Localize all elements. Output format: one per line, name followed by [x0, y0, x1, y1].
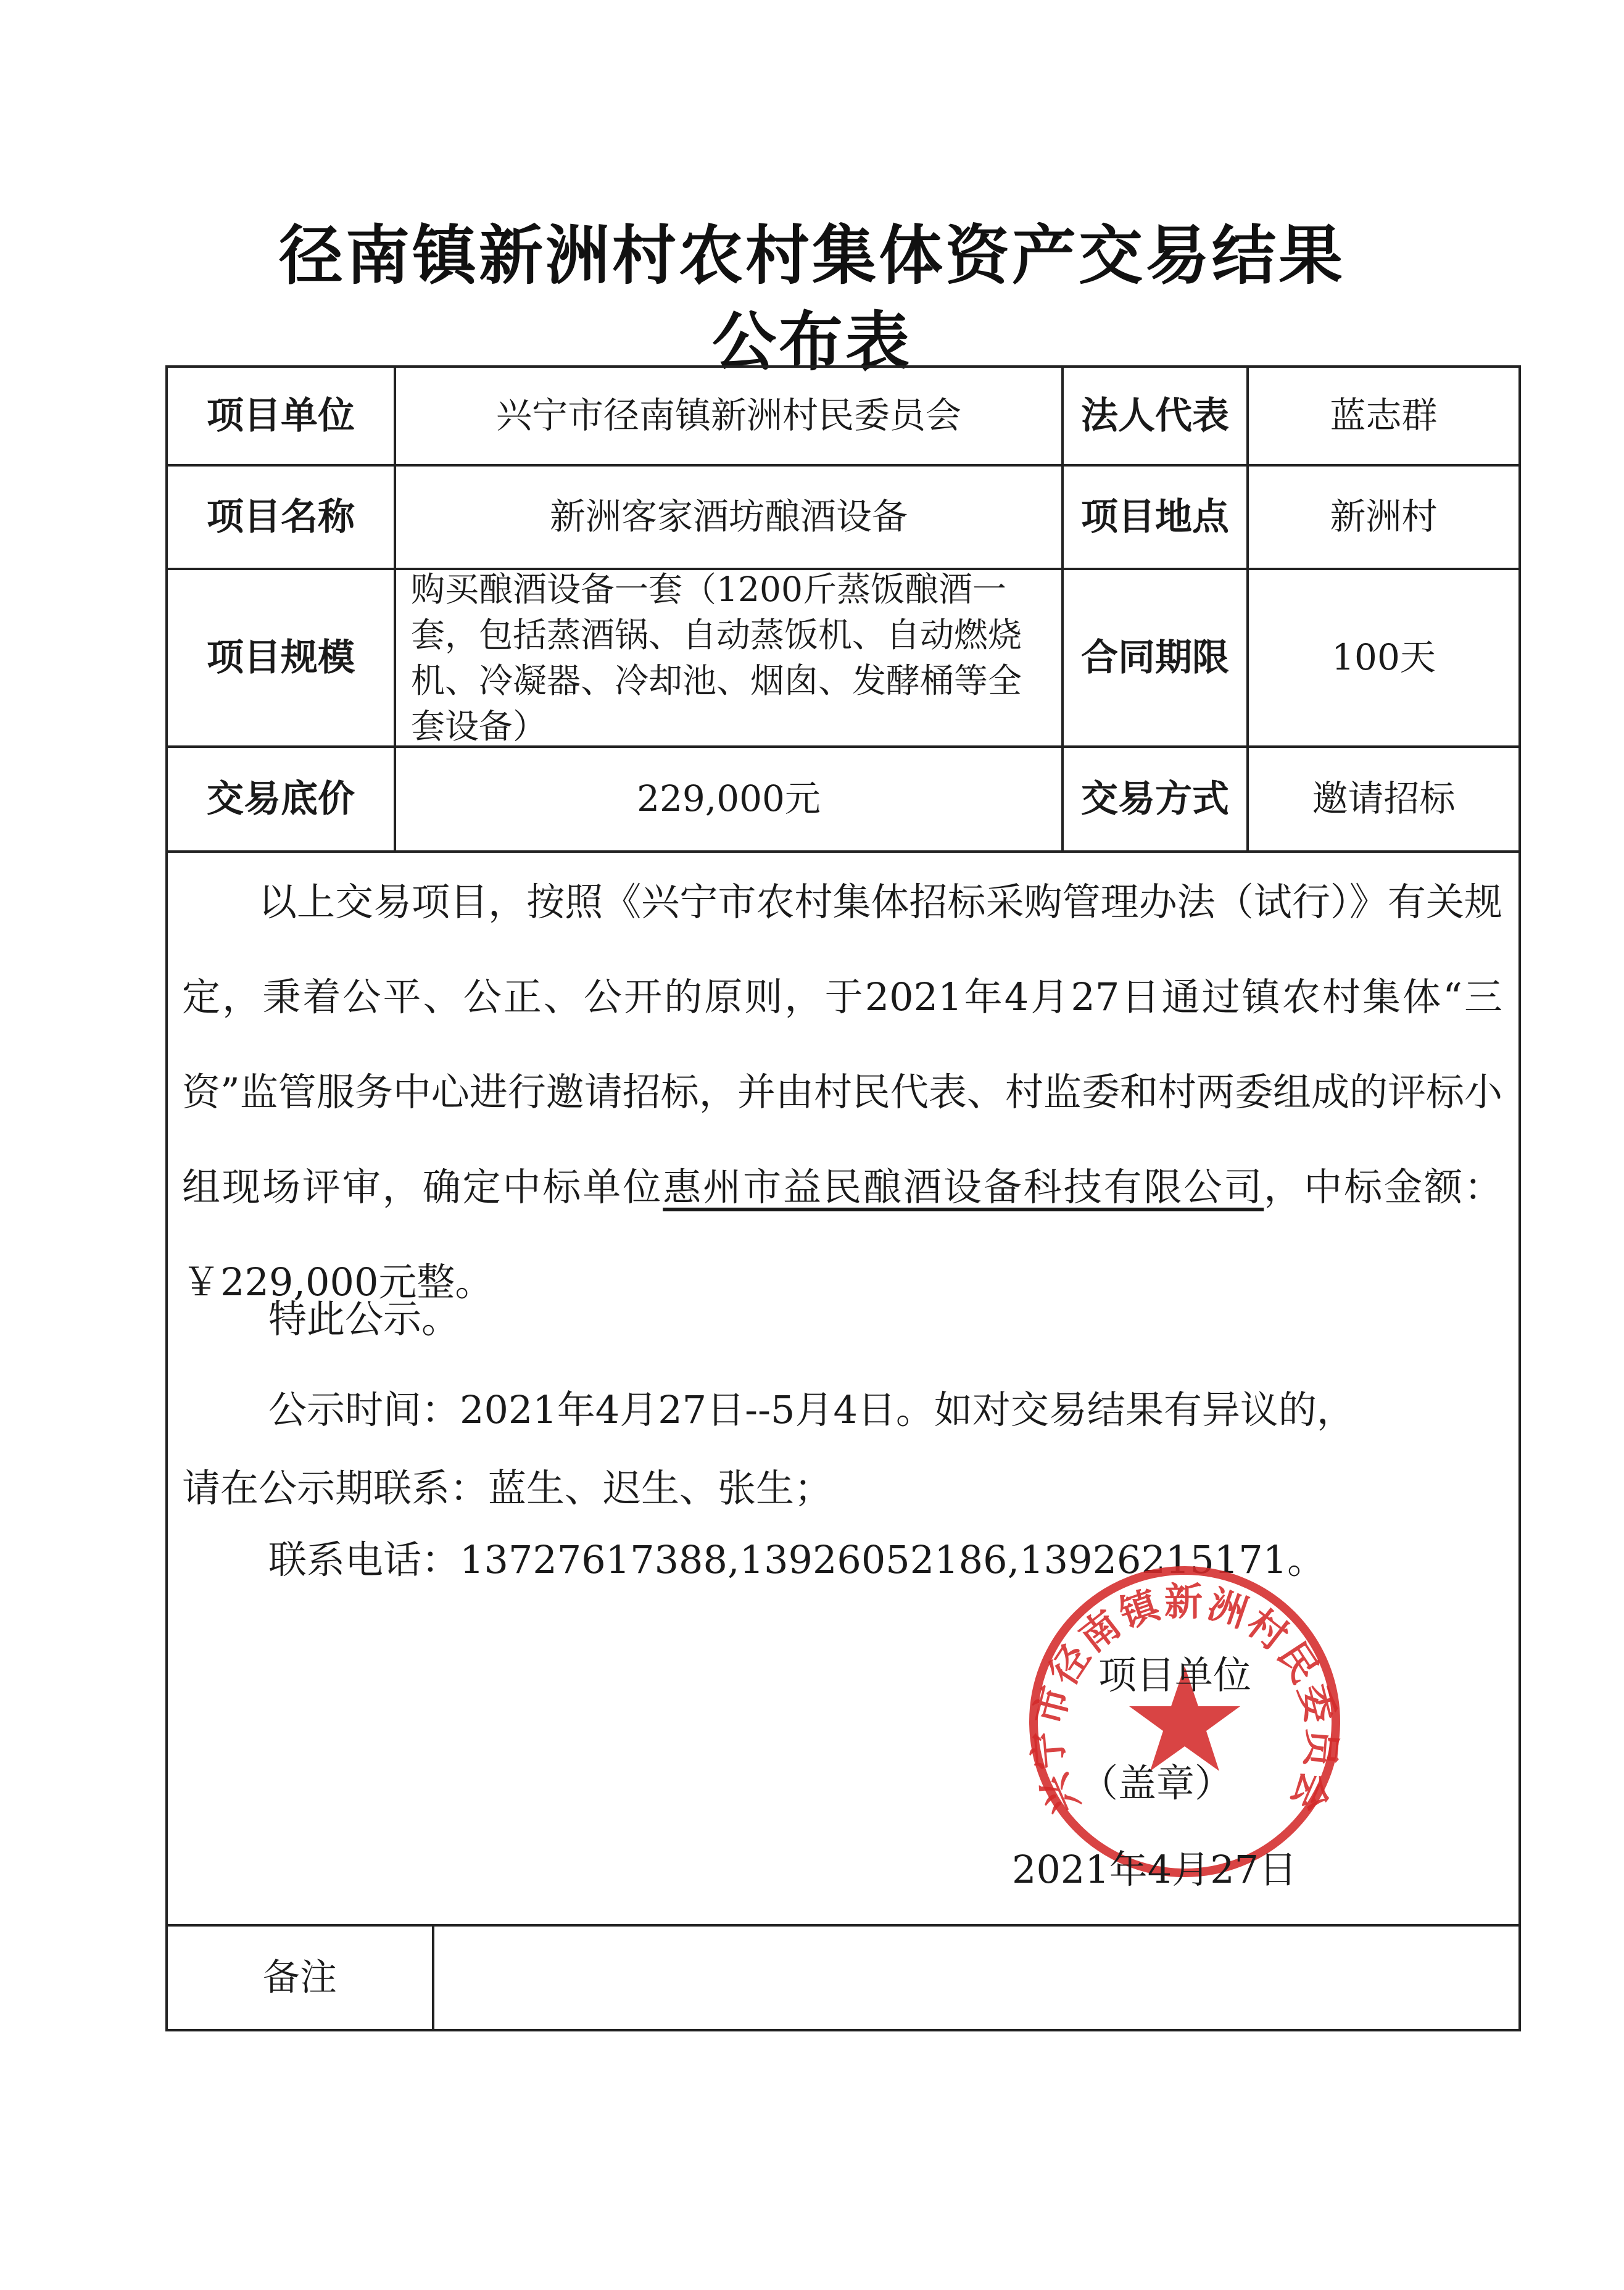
- document-subtitle: 公布表: [711, 304, 912, 380]
- contact-phone-line: 联系电话：13727617388,13926052186,13926215171。: [268, 1537, 1326, 1582]
- project-location-label: 项目地点: [1081, 496, 1229, 539]
- official-seal: [1024, 1561, 1345, 1882]
- project-scale-value: 购买酿酒设备一套（1200斤蒸饭酿酒一套，包括蒸酒锅、自动蒸饭机、自动燃烧机、冷凝器、冷却池、烟囱、发酵桶等全套设备）: [411, 570, 1022, 746]
- paragraph-text-end: ，中标金额：￥229,000元整。: [182, 1164, 1502, 1305]
- seal-text: 兴宁市径南镇新洲村民委员会: [1024, 1579, 1345, 1821]
- winning-bidder: 惠州市益民酿酒设备科技有限公司: [663, 1164, 1264, 1209]
- seal-note: （盖章）: [1080, 1761, 1233, 1806]
- trade-method-value: 邀请招标: [1312, 778, 1456, 820]
- public-period-line: 公示时间：2021年4月27日--5月4日。如对交易结果有异议的，: [268, 1387, 1355, 1432]
- legal-rep-value: 蓝志群: [1330, 394, 1438, 437]
- project-scale-label: 项目规模: [207, 636, 355, 679]
- contract-term-label: 合同期限: [1081, 636, 1229, 679]
- row-divider: [165, 850, 1521, 853]
- remarks-value: [434, 1927, 1518, 2029]
- announcement-paragraph: [182, 855, 1502, 1330]
- signature-unit: 项目单位: [1098, 1653, 1252, 1698]
- contact-persons-line: 请在公示期联系：蓝生、迟生、张生；: [182, 1466, 833, 1511]
- project-unit-value: 兴宁市径南镇新洲村民委员会: [495, 394, 961, 437]
- paragraph-text: 以上交易项目，按照《兴宁市农村集体招标采购管理办法（试行）》有关规定，秉着公平、公正、公开的原则，于2021年4月27日通过镇农村集体“三资”监管服务中心进行邀请招标，并由村民代表、村监委和村两委组成的评标小组现场评审，确定中标单位: [182, 879, 1502, 1209]
- project-name-label: 项目名称: [207, 496, 355, 539]
- base-price-value: 229,000元: [637, 778, 821, 820]
- trade-method-label: 交易方式: [1081, 778, 1229, 821]
- project-location-value: 新洲村: [1330, 496, 1438, 538]
- project-name-value: 新洲客家酒坊酿酒设备: [549, 496, 908, 538]
- notice-text: 特此公示。: [268, 1296, 460, 1342]
- document-title: 径南镇新洲村农村集体资产交易结果: [278, 218, 1345, 293]
- contract-term-value: 100天: [1332, 636, 1436, 679]
- signature-date: 2021年4月27日: [1012, 1847, 1298, 1892]
- base-price-label: 交易底价: [207, 778, 355, 821]
- project-unit-label: 项目单位: [207, 394, 355, 438]
- legal-rep-label: 法人代表: [1081, 394, 1229, 438]
- remarks-label: 备注: [263, 1956, 337, 1999]
